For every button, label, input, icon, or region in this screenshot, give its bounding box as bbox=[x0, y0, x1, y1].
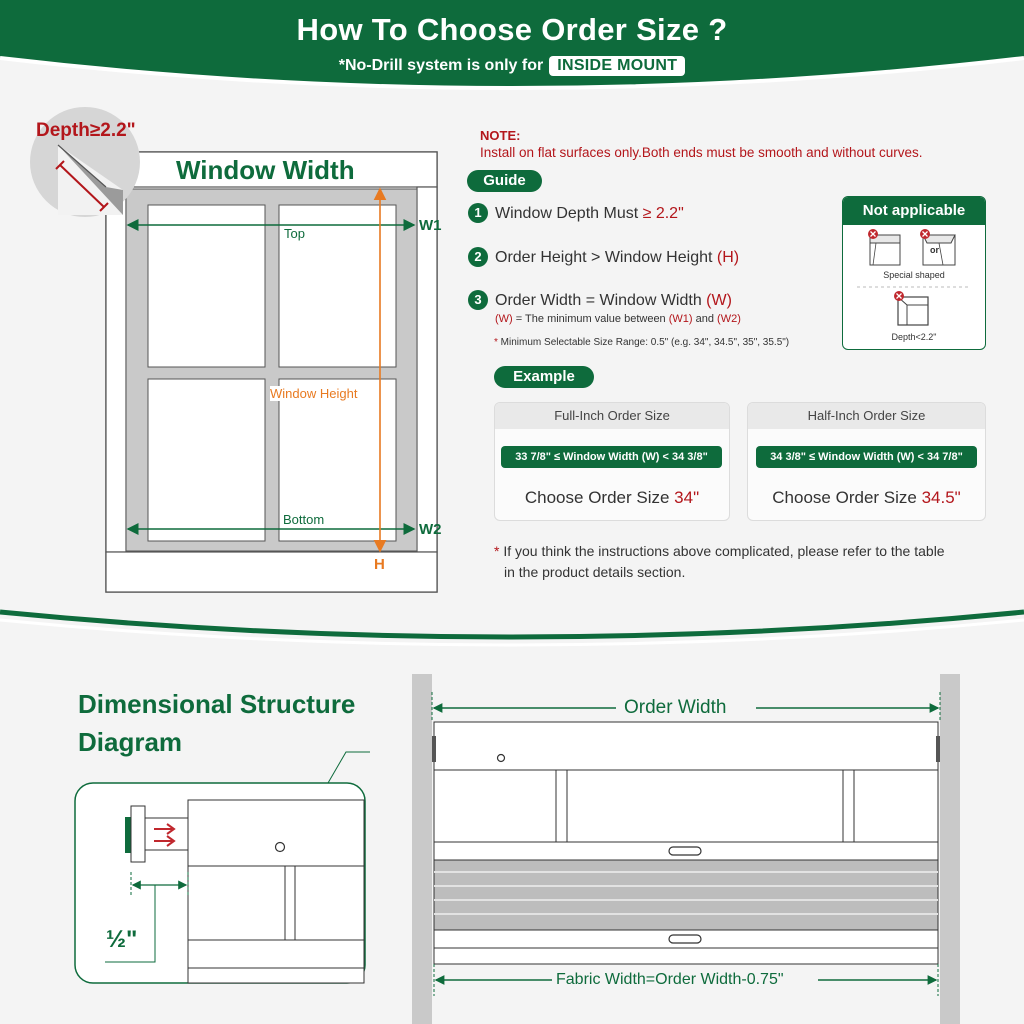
top-label: Top bbox=[284, 226, 305, 241]
header-subtitle bbox=[0, 56, 1024, 76]
section-divider bbox=[0, 600, 1024, 660]
order-width-label: Order Width bbox=[624, 697, 727, 718]
half-inch-result-text: Choose Order Size bbox=[772, 488, 922, 507]
h-label: H bbox=[374, 556, 385, 573]
half-inch-result bbox=[748, 488, 985, 508]
range-note bbox=[494, 337, 789, 348]
special-shaped-label: Special shaped bbox=[883, 270, 945, 280]
w-note-text: = The minimum value between bbox=[512, 313, 669, 325]
example-pill: Example bbox=[494, 366, 594, 388]
step-3 bbox=[495, 292, 732, 310]
step-1-text: Window Depth Must bbox=[495, 205, 643, 222]
structure-title-1: Dimensional Structure bbox=[78, 689, 356, 719]
footnote-line-1 bbox=[494, 543, 945, 559]
bottom-label: Bottom bbox=[283, 512, 325, 527]
step-3-text: Order Width = Window Width bbox=[495, 292, 707, 309]
step-number-2: 2 bbox=[468, 247, 488, 267]
w-note bbox=[495, 313, 741, 325]
fabric-pleats bbox=[434, 860, 938, 930]
note-text: Install on flat surfaces only.Both ends must be smooth and without curves. bbox=[480, 145, 923, 160]
shallow-depth-icon bbox=[894, 291, 928, 325]
depth-less-label: Depth<2.2" bbox=[891, 332, 937, 342]
inside-mount-badge: INSIDE MOUNT bbox=[549, 56, 685, 76]
half-inch-size: 34.5" bbox=[921, 488, 961, 507]
not-applicable-title: Not applicable bbox=[843, 197, 985, 225]
footnote-star: * bbox=[494, 543, 500, 559]
w-note-w: (W) bbox=[495, 313, 513, 325]
step-2 bbox=[495, 249, 739, 267]
w-note-w2: (W2) bbox=[717, 313, 741, 325]
not-applicable-box bbox=[842, 196, 986, 350]
full-inch-range: 33 7/8" ≤ Window Width (W) < 34 3/8" bbox=[501, 446, 722, 468]
step-3-highlight: (W) bbox=[706, 292, 732, 309]
fabric-width-label: Fabric Width=Order Width-0.75" bbox=[556, 971, 784, 988]
step-2-highlight: (H) bbox=[716, 249, 740, 266]
full-inch-title: Full-Inch Order Size bbox=[495, 403, 729, 429]
half-inch-label: ½" bbox=[106, 926, 138, 953]
full-inch-result-text: Choose Order Size bbox=[524, 488, 675, 507]
window-height-label: Window Height bbox=[270, 386, 358, 401]
half-inch-range: 34 3/8" ≤ Window Width (W) < 34 7/8" bbox=[756, 446, 977, 468]
half-inch-card bbox=[747, 402, 986, 521]
special-shaped-icon-1 bbox=[868, 229, 900, 265]
w-note-w1: (W1) bbox=[668, 313, 693, 325]
range-text: Minimum Selectable Size Range: 0.5" (e.g. 34", 34.5", 35", 35.5") bbox=[497, 337, 790, 348]
guide-pill: Guide bbox=[467, 170, 542, 192]
step-number-3: 3 bbox=[468, 290, 488, 310]
half-inch-title: Half-Inch Order Size bbox=[748, 403, 985, 429]
step-1-highlight: ≥ 2.2" bbox=[642, 205, 684, 222]
w2-label: W2 bbox=[419, 521, 442, 538]
window-width-label: Window Width bbox=[176, 155, 355, 185]
full-inch-size: 34" bbox=[674, 488, 700, 507]
or-label: or bbox=[930, 245, 939, 255]
full-inch-result bbox=[495, 488, 729, 508]
note-title: NOTE: bbox=[480, 128, 521, 143]
step-1 bbox=[495, 205, 684, 223]
not-applicable-icons bbox=[843, 225, 985, 349]
depth-label: Depth≥2.2" bbox=[36, 120, 136, 141]
step-2-text: Order Height > Window Height bbox=[495, 249, 717, 266]
range-star: * bbox=[494, 337, 498, 348]
subtitle-text: *No-Drill system is only for bbox=[338, 57, 544, 74]
step-number-1: 1 bbox=[468, 203, 488, 223]
w-note-and: and bbox=[692, 313, 718, 325]
structure-title-2: Diagram bbox=[78, 727, 183, 757]
full-inch-card bbox=[494, 402, 730, 521]
page-title: How To Choose Order Size ? bbox=[296, 12, 728, 47]
footnote-text-1: If you think the instructions above complicated, please refer to the table bbox=[499, 543, 945, 559]
w1-label: W1 bbox=[419, 217, 442, 234]
footnote-line-2: in the product details section. bbox=[504, 564, 686, 580]
